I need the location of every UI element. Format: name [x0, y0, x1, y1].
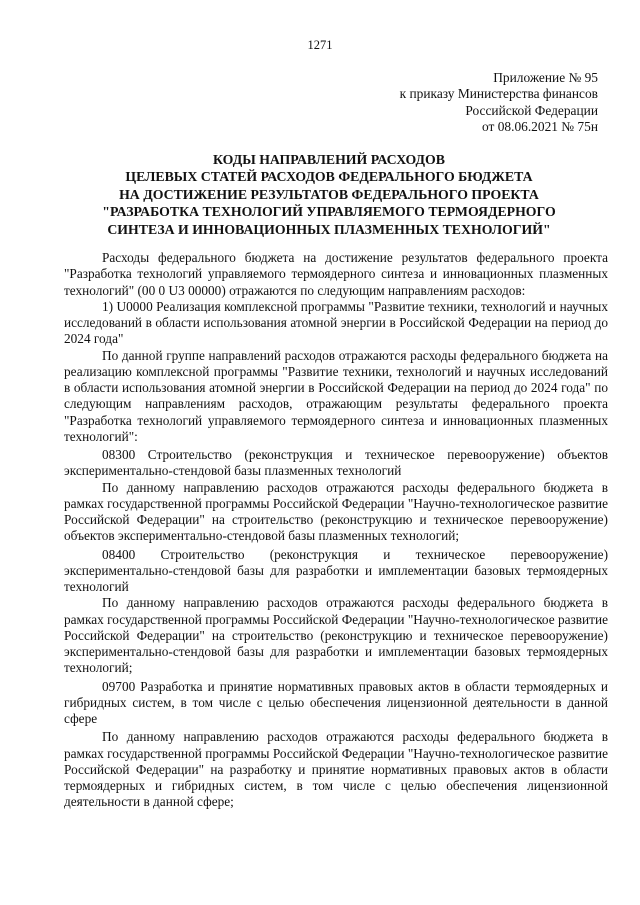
paragraph-program-u0000: 1) U0000 Реализация комплексной программы "Развитие техники, технологий и научных исследований в области использования атомной энергии в Российской Федерации на период до 2024 года" — [64, 298, 608, 347]
paragraph-code-08300: 08300 Строительство (реконструкция и техническое перевооружение) объектов экспериментально-стендовой базы плазменных технологий — [64, 447, 608, 479]
paragraph-code-08400: 08400 Строительство (реконструкция и техническое перевооружение) экспериментально-стендовой базы для разработки и имплементации базовых термоядерных технологий — [64, 546, 608, 594]
title-line: КОДЫ НАПРАВЛЕНИЙ РАСХОДОВ — [213, 152, 445, 167]
paragraph-intro: Расходы федерального бюджета на достижение результатов федерального проекта "Разработка технологий управляемого термоядерного синтеза и инновационных плазменных технологий" (00 0 U3 00000) отражаются по следующим направлениям расходов: — [64, 250, 608, 298]
appendix-line: Приложение № 95 — [493, 70, 598, 85]
appendix-line: от 08.06.2021 № 75н — [481, 119, 598, 135]
title-line: НА ДОСТИЖЕНИЕ РЕЗУЛЬТАТОВ ФЕДЕРАЛЬНОГО ПРОЕКТА — [119, 186, 539, 202]
document-body — [64, 250, 608, 811]
appendix-line: Российской Федерации — [465, 102, 598, 118]
title-line: СИНТЕЗА И ИННОВАЦИОННЫХ ПЛАЗМЕННЫХ ТЕХНОЛОГИЙ" — [107, 221, 551, 237]
paragraph-code-08300-description: По данному направлению расходов отражаются расходы федерального бюджета в рамках государственной программы Российской Федерации "Научно-технологическое развитие Российской Федерации" на строительство (реконструкцию и техническое перевооружение) объектов экспериментально-стендовой базы плазменных технологий; — [64, 479, 608, 544]
document-title — [40, 151, 618, 238]
paragraph-program-description: По данной группе направлений расходов отражаются расходы федерального бюджета на реализацию комплексной программы "Развитие техники, технологий и научных исследований в области использования атомной энергии в Российской Федерации на период до 2024 года" по следующим направлениям расходов, отражающим результаты федерального проекта "Разработка технологий управляемого термоядерного синтеза и инновационных плазменных технологий": — [64, 347, 608, 444]
paragraph-code-08400-description: По данному направлению расходов отражаются расходы федерального бюджета в рамках государственной программы Российской Федерации "Научно-технологическое развитие Российской Федерации" на строительство (реконструкцию и техническое перевооружение) экспериментально-стендовой базы для разработки и имплементации базовых термоядерных технологий; — [64, 595, 608, 676]
title-line: "РАЗРАБОТКА ТЕХНОЛОГИЙ УПРАВЛЯЕМОГО ТЕРМОЯДЕРНОГО — [102, 204, 556, 220]
paragraph-code-09700: 09700 Разработка и принятие нормативных правовых актов в области термоядерных и гибридных систем, в том числе с целью обеспечения лицензионной деятельности в данной сфере — [64, 678, 608, 726]
appendix-header — [400, 70, 598, 136]
page-number: 1271 — [307, 38, 333, 52]
title-line: ЦЕЛЕВЫХ СТАТЕЙ РАСХОДОВ ФЕДЕРАЛЬНОГО БЮДЖЕТА — [125, 169, 533, 185]
appendix-line: к приказу Министерства финансов — [399, 86, 598, 102]
paragraph-code-09700-description: По данному направлению расходов отражаются расходы федерального бюджета в рамках государственной программы Российской Федерации "Научно-технологическое развитие Российской Федерации" на разработку и принятие нормативных правовых актов в области термоядерных и гибридных систем, в том числе с целью обеспечения лицензионной деятельности в данной сфере; — [64, 729, 608, 810]
